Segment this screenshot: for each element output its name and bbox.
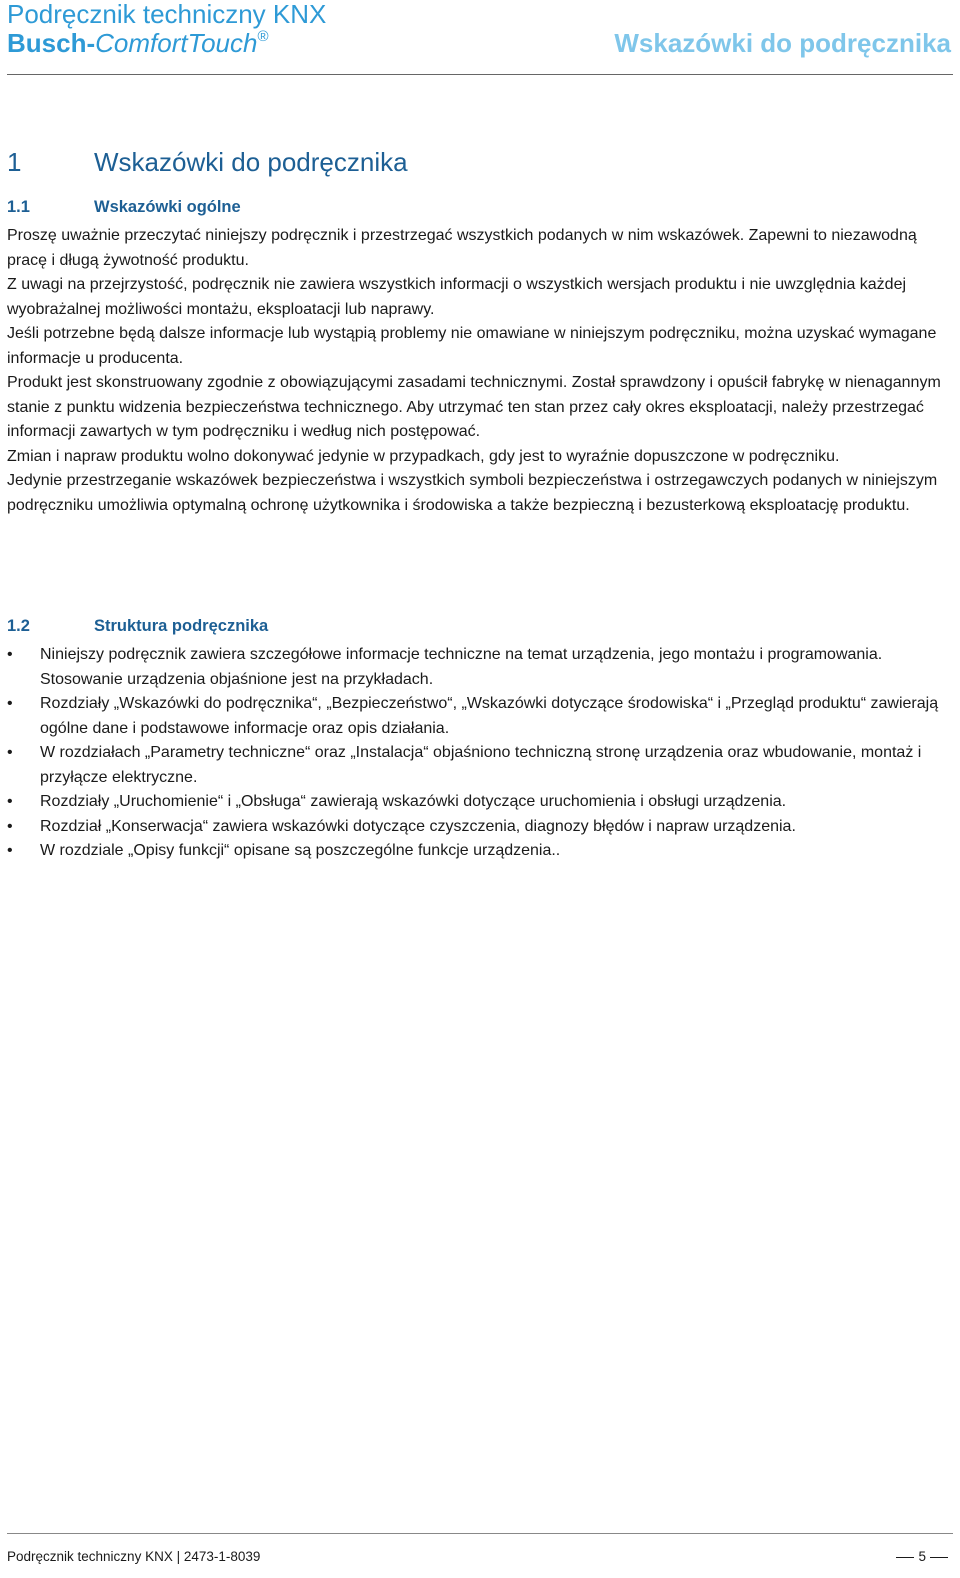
dash-icon [930,1557,948,1558]
bullet-icon: • [7,744,13,761]
list-item [7,643,955,692]
bullet-icon: • [7,695,13,712]
bullet-icon: • [7,646,13,663]
page-header [7,0,953,76]
dash-icon [896,1557,914,1558]
section-title: Struktura podręcznika [94,617,269,635]
manual-title: Podręcznik techniczny KNX [7,0,327,29]
paragraph: Z uwagi na przejrzystość, podręcznik nie zawiera wszystkich informacji o wszystkich wersjach produktu i nie uwzględnia każdej wyobrażalnej możliwości montażu, eksploatacji lub naprawy. [7,276,907,318]
paragraph: Zmian i napraw produktu wolno dokonywać jedynie w przypadkach, gdy jest to wyraźnie dopuszczone w podręczniku. [7,447,840,465]
footer-divider [7,1533,953,1534]
chapter-title: Wskazówki do podręcznika [94,147,408,177]
section-title: Wskazówki ogólne [94,198,241,216]
header-divider [7,74,953,75]
list-item [7,815,955,840]
bullet-icon: • [7,793,13,810]
chapter-heading [7,147,408,178]
structure-bullet-list [7,643,955,864]
registered-mark: ® [257,28,269,45]
list-item [7,839,955,864]
bullet-icon: • [7,842,13,859]
list-item-text: Niniejszy podręcznik zawiera szczegółowe informacje techniczne na temat urządzenia, jego montażu i programowania. Stosowanie urządzenia objaśnione jest na przykładach. [40,646,883,688]
brand-prefix: Busch- [7,28,96,58]
list-item-text: Rozdziały „Wskazówki do podręcznika“, „Bezpieczeństwo“, „Wskazówki dotyczące środowiska“ i „Przegląd produktu“ zawierają ogólne dane i podstawowe informacje oraz opis działania. [40,695,939,737]
page-number-value: 5 [918,1549,926,1564]
page-number [892,1549,952,1564]
footer-document-id: Podręcznik techniczny KNX | 2473-1-8039 [7,1549,261,1564]
list-item [7,741,955,790]
section-heading-general [7,198,241,217]
product-brand [7,28,269,59]
brand-name: ComfortTouch [95,28,258,58]
paragraph: Jeśli potrzebne będą dalsze informacje lub wystąpią problemy nie omawiane w niniejszym podręczniku, można uzyskać wymagane informacje u producenta. [7,325,937,367]
chapter-number: 1 [7,147,22,177]
list-item [7,692,955,741]
list-item [7,790,955,815]
list-item-text: Rozdział „Konserwacja“ zawiera wskazówki dotyczące czyszczenia, diagnozy błędów i napraw urządzenia. [40,817,796,835]
header-section-title: Wskazówki do podręcznika [614,28,951,58]
paragraph: Produkt jest skonstruowany zgodnie z obowiązującymi zasadami technicznymi. Został sprawdzony i opuścił fabrykę w nienagannym stanie z punktu widzenia bezpieczeństwa technicznego. Aby utrzymać ten stan przez cały okres eksploatacji, należy przestrzegać informacji zawartych w tym podręczniku i według nich postępować. [7,374,941,440]
list-item-text: Rozdziały „Uruchomienie“ i „Obsługa“ zawierają wskazówki dotyczące uruchomienia i obsługi urządzenia. [40,793,787,810]
section-number: 1.2 [7,617,30,635]
list-item-text: W rozdziale „Opisy funkcji“ opisane są poszczególne funkcje urządzenia.. [40,842,561,859]
section-heading-structure [7,617,268,636]
bullet-icon: • [7,817,13,835]
section-number: 1.1 [7,198,30,216]
paragraph: Jedynie przestrzeganie wskazówek bezpieczeństwa i wszystkich symboli bezpieczeństwa i ostrzegawczych podanych w niniejszym podręczniku umożliwia optymalną ochronę użytkownika i środowiska a także bezpieczną i bezusterkową eksploatację produktu. [7,472,938,514]
paragraph: Proszę uważnie przeczytać niniejszy podręcznik i przestrzegać wszystkich podanych w nim wskazówek. Zapewni to niezawodną pracę i długą żywotność produktu. [7,227,917,269]
list-item-text: W rozdziałach „Parametry techniczne“ oraz „Instalacja“ objaśniono techniczną stronę urządzenia oraz wbudowanie, montaż i przyłącze elektryczne. [40,744,922,786]
section-general-body [7,224,955,518]
